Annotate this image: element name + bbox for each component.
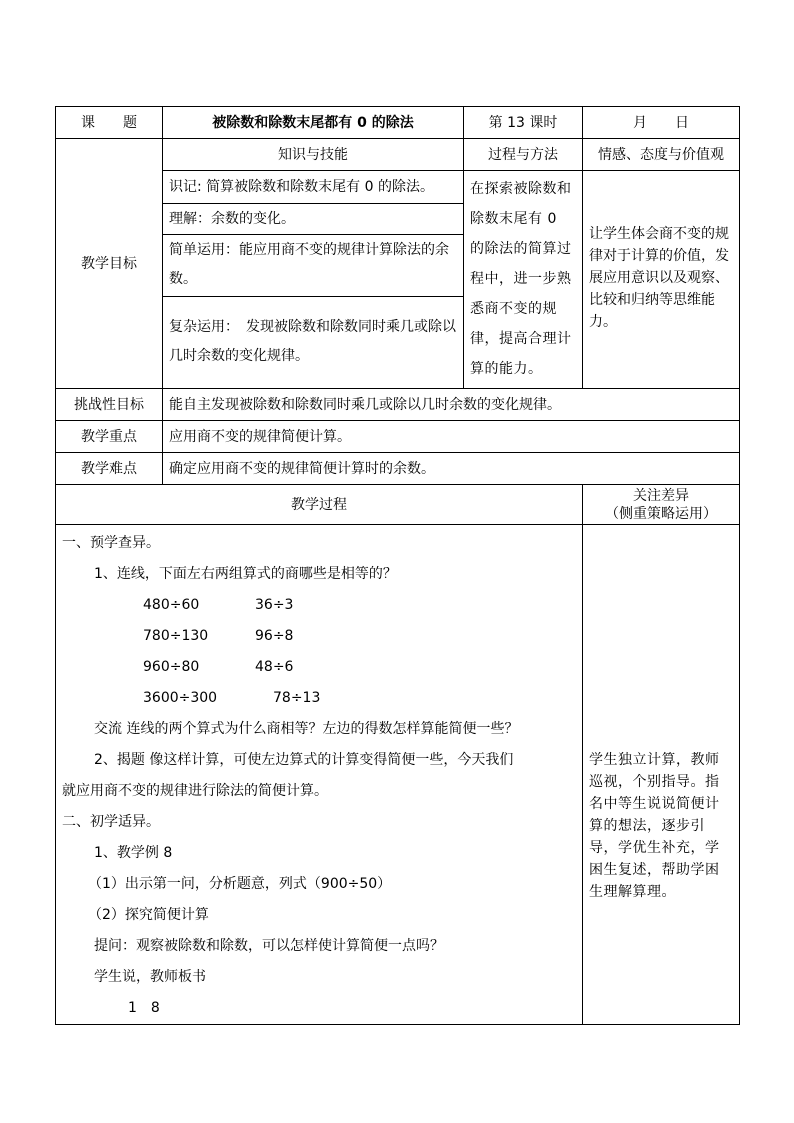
- lesson-date: 月 日: [583, 107, 740, 139]
- knowledge-item: 理解：余数的变化。: [163, 203, 463, 234]
- difficulty-text: 确定应用商不变的规律简便计算时的余数。: [163, 453, 740, 485]
- objectives-label: 教学目标: [56, 139, 163, 389]
- col-attitude-values: 情感、态度与价值观: [583, 139, 740, 171]
- process-content-row: [56, 525, 740, 1025]
- section-1-title: 一、预学查异。: [62, 535, 160, 551]
- equation-row: [56, 621, 582, 652]
- exchange-text: 交流 连线的两个算式为什么商相等？左边的得数怎样算能简便一些？: [94, 721, 519, 737]
- equation-left: 480÷60: [143, 597, 200, 613]
- question-text: 提问：观察被除数和除数，可以怎样使计算简便一点吗？: [94, 938, 444, 954]
- challenge-text: 能自主发现被除数和除数同时乘几或除以几时余数的变化规律。: [163, 389, 740, 421]
- reveal-text-2: 就应用商不变的规律进行除法的简便计算。: [62, 783, 328, 799]
- challenge-label: 挑战性目标: [56, 389, 163, 421]
- reveal-text-1: 2、揭题 像这样计算，可使左边算式的计算变得简便一些，今天我们: [94, 752, 514, 768]
- difficulty-row: [56, 453, 740, 485]
- subject-label: 课 题: [56, 107, 163, 139]
- teaching-process-title: 教学过程: [56, 485, 583, 525]
- example-title: 1、教学例 8: [94, 845, 173, 861]
- objectives-header-row: [56, 139, 740, 171]
- challenge-row: [56, 389, 740, 421]
- knowledge-item: 识记: 简算被除数和除数末尾有 0 的除法。: [169, 178, 434, 195]
- knowledge-item: 简单运用：能应用商不变的规律计算除法的余数。: [163, 234, 463, 296]
- equation-left: 960÷80: [143, 659, 200, 675]
- step-2: （2）探究简便计算: [88, 907, 209, 923]
- board-text: 学生说，教师板书: [94, 969, 206, 985]
- equation-left: 780÷130: [143, 628, 209, 644]
- attitude-values-cell: [583, 171, 740, 389]
- col-process-method: 过程与方法: [464, 139, 583, 171]
- equation-right: 78÷13: [273, 690, 321, 706]
- col-knowledge-skills: 知识与技能: [163, 139, 464, 171]
- equation-row: [56, 683, 582, 714]
- lesson-plan-table: [55, 106, 740, 1025]
- differences-subtitle: （侧重策略运用）: [605, 505, 717, 522]
- process-header-row: [56, 485, 740, 525]
- equation-row: [56, 590, 582, 621]
- step-1: （1）出示第一问，分析题意，列式（900÷50）: [88, 876, 392, 892]
- differences-note-cell: [583, 525, 740, 1025]
- equation-left: 3600÷300: [143, 690, 218, 706]
- process-method-cell: [464, 171, 583, 389]
- key-point-text: 应用商不变的规律简便计算。: [163, 421, 740, 453]
- knowledge-skills-cell: [163, 171, 464, 389]
- key-point-row: [56, 421, 740, 453]
- question-1: 1、连线，下面左右两组算式的商哪些是相等的？: [94, 566, 397, 582]
- equation-right: 48÷6: [255, 659, 294, 675]
- section-2-title: 二、初学适异。: [62, 814, 160, 830]
- equation-row: [56, 652, 582, 683]
- equation-right: 36÷3: [255, 597, 294, 613]
- lesson-number: 第 13 课时: [464, 107, 583, 139]
- lesson-topic: 被除数和除数末尾都有 0 的除法: [163, 107, 464, 139]
- key-point-label: 教学重点: [56, 421, 163, 453]
- differences-note: 学生独立计算，教师巡视，个别指导。指名中等生说说简便计算的想法，逐步引导，学优生补充，学困生复述，帮助学困生理解算理。: [589, 752, 720, 900]
- knowledge-list: [163, 171, 463, 388]
- header-row: [56, 107, 740, 139]
- process-method-text: 在探索被除数和除数末尾有 0 的除法的简算过程中，进一步熟悉商不变的规律，提高合理计算的能力。: [470, 181, 572, 377]
- board-digits: 1 8: [128, 1000, 160, 1016]
- equation-right: 96÷8: [255, 628, 294, 644]
- differences-title: 关注差异: [633, 487, 689, 504]
- teaching-process-cell: [56, 525, 583, 1025]
- attitude-values-text: 让学生体会商不变的规律对于计算的价值，发展应用意识以及观察、比较和归纳等思维能力。: [589, 226, 729, 330]
- difficulty-label: 教学难点: [56, 453, 163, 485]
- knowledge-item: 复杂运用： 发现被除数和除数同时乘几或除以几时余数的变化规律。: [163, 296, 463, 388]
- differences-header: [583, 485, 740, 525]
